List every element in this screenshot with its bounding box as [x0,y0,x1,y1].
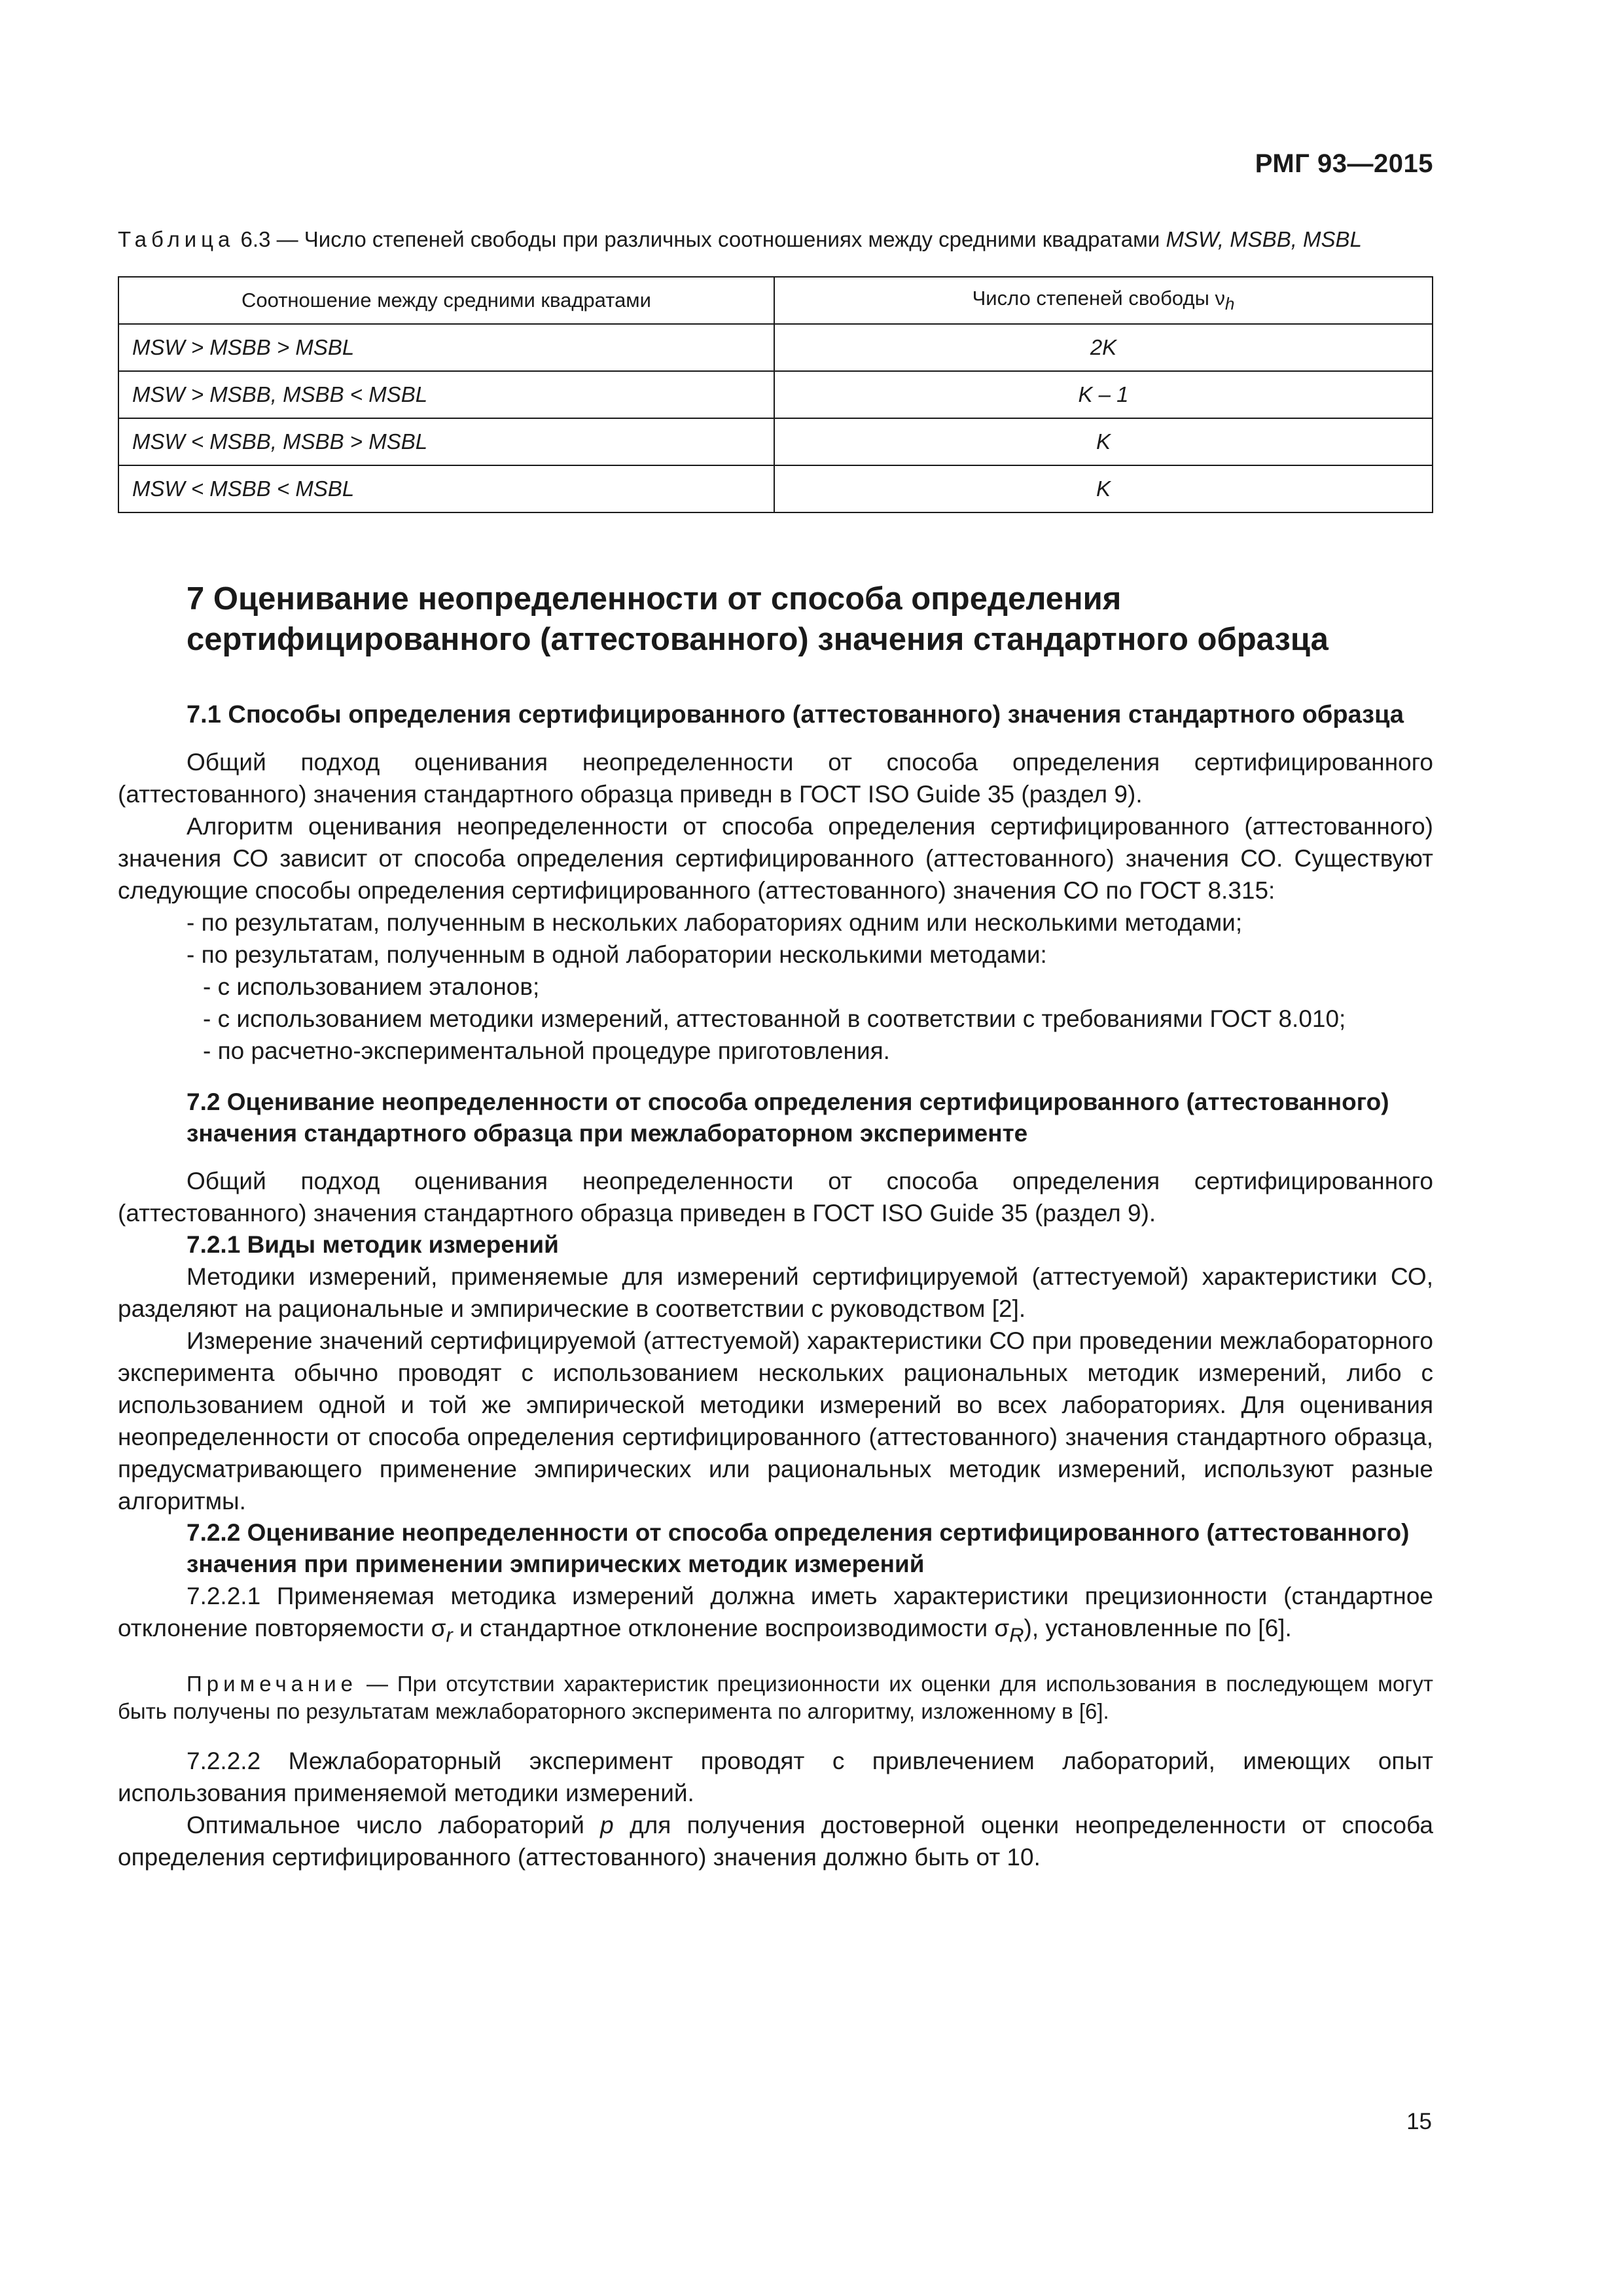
paragraph [118,1809,1433,1873]
paragraph-7-2-2-1 [118,1580,1433,1651]
table-cell-dof: K [774,465,1433,512]
table-row [118,465,1433,512]
note-label: Примечание [187,1672,358,1696]
paragraph: Алгоритм оценивания неопределенности от способа определения сертифицированного (аттестованного) значения СО зависит от способа определения сертифицированного (аттестованного) значения СО. Существуют следующие способы определения сертифицированного (аттестованного) значения СО по ГОСТ 8.315: [118,813,1433,904]
paragraph-text: для получения достоверной оценки неопределенности от способа определения сертифицированного (аттестованного) значения должно быть от 10. [118,1812,1433,1871]
list-item: - с использованием эталонов; [203,973,540,1000]
sigma-R-subscript: R [1009,1623,1024,1647]
section-7-1-title: 7.1 Способы определения сертифицированного (аттестованного) значения стандартного образца [187,701,1404,728]
table-row [118,418,1433,465]
list-item: - по расчетно-экспериментальной процедуре приготовления. [203,1037,890,1064]
note [118,1670,1433,1725]
table-caption-text: 6.3 — Число степеней свободы при различных соотношениях между средними квадратами [234,227,1166,251]
page-content [118,226,1433,1873]
paragraph: Методики измерений, применяемые для измерений сертифицируемой (аттестуемой) характеристики СО, разделяют на рациональные и эмпирические в соответствии с руководством [2]. [118,1263,1433,1322]
table-cell-ratio: MSW < MSBB < MSBL [118,465,774,512]
table-header-ratio: Соотношение между средними квадратами [118,277,774,324]
list-item: - по результатам, полученным в одной лаборатории несколькими методами: [187,941,1047,968]
document-code: РМГ 93—2015 [1255,149,1433,178]
page-number: 15 [1406,2109,1432,2134]
note-text: — При отсутствии характеристик прецизионности их оценки для использования в последующем могут быть получены по результатам межлабораторного эксперимента по алгоритму, изложенному в [6]. [118,1672,1433,1724]
table-caption-italic: MSW, MSBB, MSBL [1166,227,1362,251]
section-7-2-2-title: 7.2.2 Оценивание неопределенности от способа определения сертифицированного (аттестованного) значения при применении эмпирических методик измерений [187,1519,1410,1577]
table-cell-dof: K [774,418,1433,465]
table-cell-ratio: MSW > MSBB > MSBL [118,324,774,371]
variable-p: p [600,1812,614,1839]
table-cell-ratio: MSW > MSBB, MSBB < MSBL [118,371,774,418]
table-cell-ratio: MSW < MSBB, MSBB > MSBL [118,418,774,465]
paragraph: Общий подход оценивания неопределенности от способа определения сертифицированного (аттестованного) значения стандартного образца приведен в ГОСТ ISO Guide 35 (раздел 9). [118,1168,1433,1227]
table-caption [118,226,1433,253]
table-header-dof-text: Число степеней свободы ν [972,286,1225,310]
section-7-2-title: 7.2 Оценивание неопределенности от способа определения сертифицированного (аттестованного) значения стандартного образца при межлабораторном эксперименте [187,1088,1389,1147]
table-cell-dof: K – 1 [774,371,1433,418]
section-7-title-line1: 7 Оценивание неопределенности от способа определения [187,581,1122,617]
paragraph-text: Оптимальное число лабораторий [187,1812,601,1839]
sigma-r-subscript: r [446,1623,453,1647]
table-header-dof [774,277,1433,324]
table-caption-label: Таблица [118,227,235,251]
section-7-title [187,579,1433,660]
degrees-of-freedom-table [118,276,1433,513]
paragraph: Общий подход оценивания неопределенности от способа определения сертифицированного (аттестованного) значения стандартного образца приведн в ГОСТ ISO Guide 35 (раздел 9). [118,749,1433,808]
table-row [118,324,1433,371]
paragraph-text: и стандартное отклонение воспроизводимости σ [452,1615,1010,1641]
paragraph: Измерение значений сертифицируемой (аттестуемой) характеристики СО при проведении межлабораторного эксперимента обычно проводят с использованием нескольких рациональных методик измерений, либо с использованием одной и той же эмпирической методики измерений во всех лабораториях. Для оценивания неопределенности от способа определения сертифицированного (аттестованного) значения стандартного образца, предусматривающего применение эмпирических или рациональных методик измерений, используют разные алгоритмы. [118,1327,1433,1515]
list-item: - по результатам, полученным в нескольких лабораториях одним или несколькими методами; [187,909,1243,936]
paragraph-7-2-2-2: 7.2.2.2 Межлабораторный эксперимент проводят с привлечением лабораторий, имеющих опыт использования применяемой методики измерений. [118,1748,1433,1807]
section-7-2-1-title: 7.2.1 Виды методик измерений [187,1231,559,1258]
section-7-title-line2: сертифицированного (аттестованного) значения стандартного образца [187,622,1329,657]
table-header-dof-sub: h [1224,295,1235,314]
table-row [118,371,1433,418]
paragraph-text: ), установленные по [6]. [1024,1615,1292,1641]
paragraph-text: 7.2.2.1 Применяемая методика измерений должна иметь характеристики прецизионности (стандартное отклонение повторяемости σ [118,1583,1433,1641]
table-header-row [118,277,1433,324]
table-cell-dof: 2K [774,324,1433,371]
list-item: - с использованием методики измерений, аттестованной в соответствии с требованиями ГОСТ 8.010; [203,1005,1346,1032]
